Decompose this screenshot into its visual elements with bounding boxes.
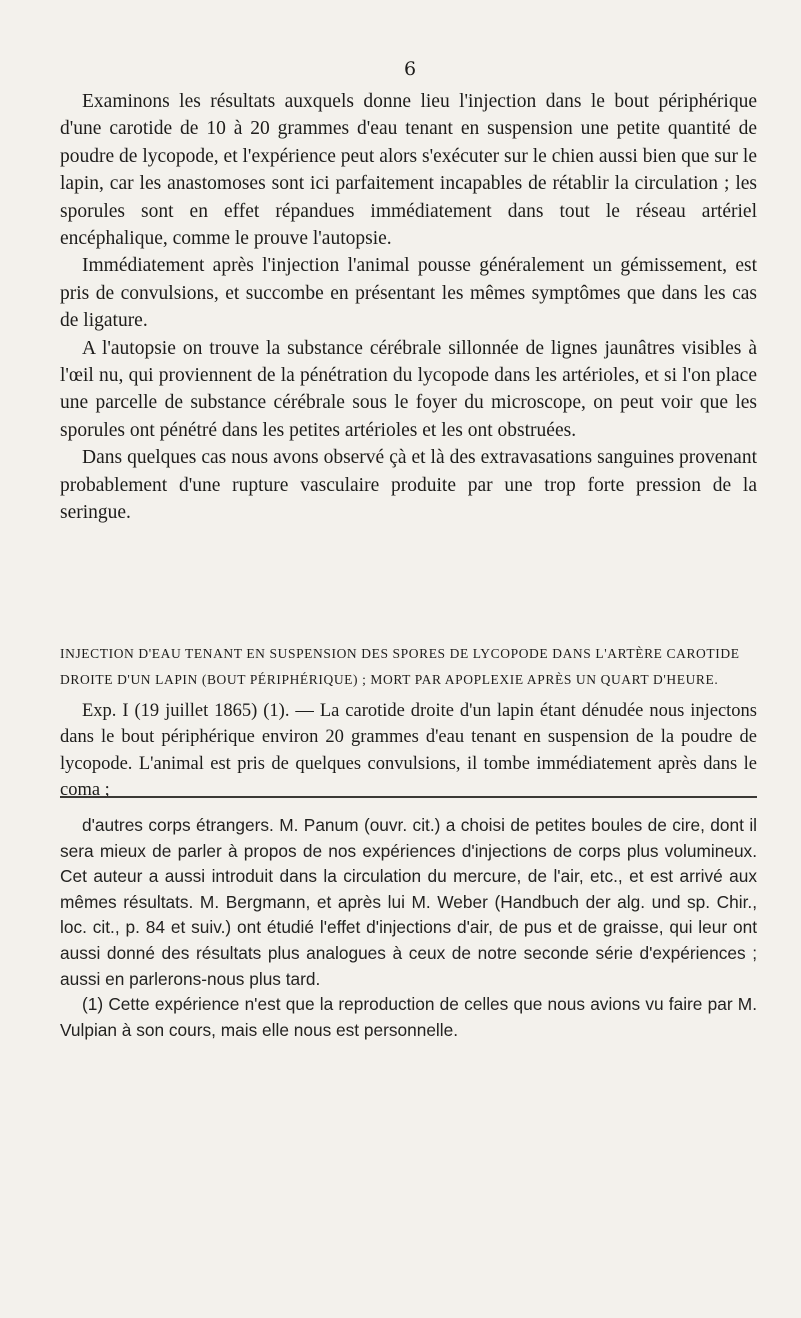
footnote-continuation: d'autres corps étrangers. M. Panum (ouvr. cit.) a choisi de petites boules de cire, dont il sera mieux de parler à propos de nos expériences d'injections de corps plus volumineux. Cet auteur a aussi introduit dans la circulation du mercure, de l'air, etc., et est arrivé aux mêmes résultats. M. Bergmann, et après lui M. Weber (Handbuch der alg. und sp. Chir., loc. cit., p. 84 et suiv.) ont étudié l'effet d'injections d'air, de pus et de graisse, qui leur ont aussi donné des résultats plus analogues à ceux de notre seconde série d'expériences ; aussi en parlerons-nous plus tard.: [60, 815, 757, 989]
footnote-1: (1) Cette expérience n'est que la reproduction de celles que nous avions vu faire par M. Vulpian à son cours, mais elle nous est personnelle.: [60, 994, 757, 1040]
footnotes: [60, 813, 757, 1043]
paragraph-4: Dans quelques cas nous avons observé çà et là des extravasations sanguines provenant probablement d'une rupture vasculaire produite par une trop forte pression de la seringue.: [60, 447, 757, 524]
experiment-text: Exp. I (19 juillet 1865) (1). — La carotide droite d'un lapin étant dénudée nous injectons dans le bout périphérique environ 20 grammes d'eau tenant en suspension de la poudre de lycopode. L'animal est pris de quelques convulsions, il tombe immédiatement après dans le coma ;: [60, 701, 757, 800]
paragraph-3: A l'autopsie on trouve la substance cérébrale sillonnée de lignes jaunâtres visibles à l'œil nu, qui proviennent de la pénétration du lycopode dans les artérioles, et si l'on place une parcelle de substance cérébrale sous le foyer du microscope, on peut voir que les sporules ont pénétré dans les petites artérioles et les ont obstruées.: [60, 337, 757, 441]
footnote-divider: [60, 796, 757, 798]
experiment-block: [60, 698, 757, 803]
section-heading: INJECTION D'EAU TENANT EN SUSPENSION DES SPORES DE LYCOPODE DANS L'ARTÈRE CAROTIDE DROITE D'UN LAPIN (BOUT PÉRIPHÉRIQUE) ; MORT PAR APOPLEXIE APRÈS UN QUART D'HEURE.: [60, 646, 740, 687]
main-text: [60, 88, 757, 527]
paragraph-2: Immédiatement après l'injection l'animal pousse généralement un gémissement, est pris de convulsions, et succombe en présentant les mêmes symptômes que dans les cas de ligature.: [60, 255, 757, 332]
page-number: 6: [403, 58, 417, 80]
paragraph-1: Examinons les résultats auxquels donne lieu l'injection dans le bout périphérique d'une carotide de 10 à 20 grammes d'eau tenant en suspension une petite quantité de poudre de lycopode, et l'expérience peut alors s'exécuter sur le chien aussi bien que sur le lapin, car les anastomoses sont ici parfaitement incapables de rétablir la circulation ; les sporules sont en effet répandues immédiatement dans tout le réseau artériel encéphalique, comme le prouve l'autopsie.: [60, 91, 757, 250]
